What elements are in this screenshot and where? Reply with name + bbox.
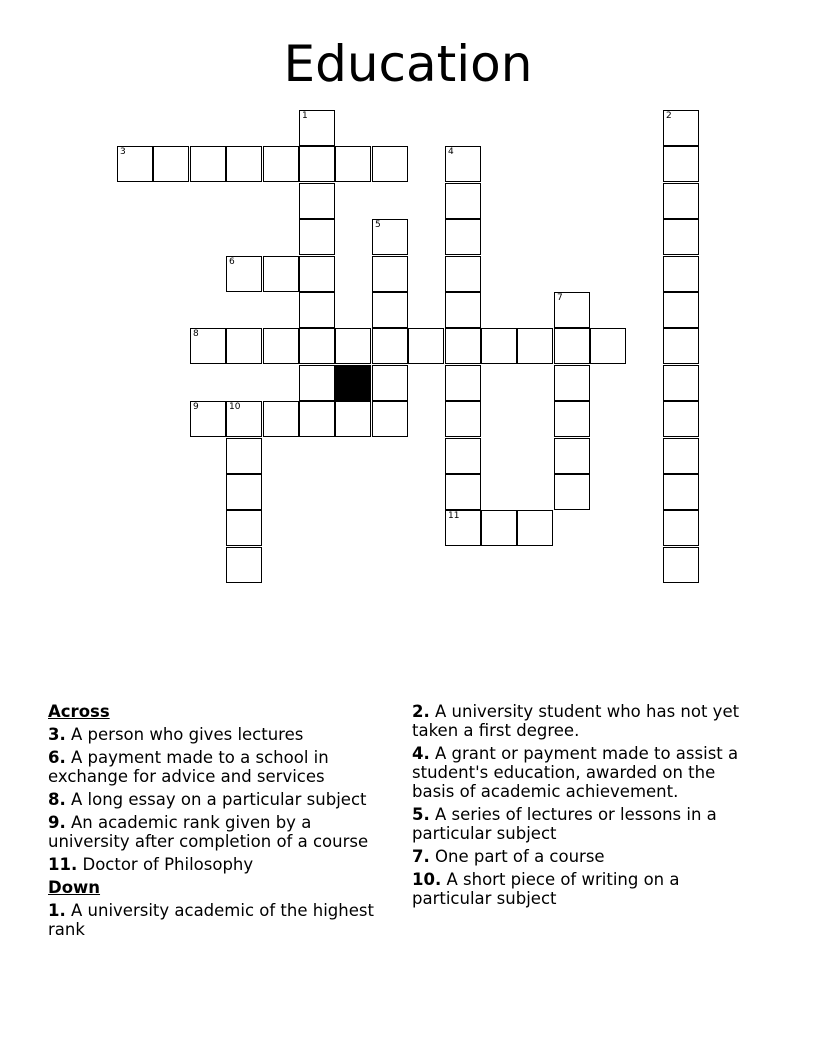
clue-number: 11.: [48, 855, 78, 874]
grid-cell[interactable]: [663, 547, 699, 583]
grid-cell[interactable]: [372, 365, 408, 401]
grid-cell[interactable]: [663, 401, 699, 437]
grid-cell[interactable]: [226, 146, 262, 182]
clue-number: 10.: [412, 870, 442, 889]
grid-cell[interactable]: [299, 365, 335, 401]
grid-cell[interactable]: [372, 292, 408, 328]
clue-number: 8.: [48, 790, 66, 809]
grid-cell[interactable]: [663, 292, 699, 328]
grid-cell[interactable]: [226, 256, 262, 292]
clue-number-label: 8: [193, 329, 199, 339]
grid-cell[interactable]: [408, 328, 444, 364]
grid-cell[interactable]: [335, 328, 371, 364]
grid-cell[interactable]: [226, 401, 262, 437]
clue-text: A grant or payment made to assist a student's education, awarded on the basis of academic achievement.: [412, 744, 739, 801]
grid-cell[interactable]: [481, 510, 517, 546]
clue-text: An academic rank given by a university after completion of a course: [48, 813, 369, 851]
grid-cell[interactable]: [663, 328, 699, 364]
clues-column-left: [48, 702, 398, 943]
grid-cell[interactable]: [299, 328, 335, 364]
grid-cell[interactable]: [554, 328, 590, 364]
clue-text: A short piece of writing on a particular subject: [412, 870, 680, 908]
clues-column-right: [412, 702, 762, 912]
grid-cell[interactable]: [445, 438, 481, 474]
clue-number-label: 5: [375, 220, 381, 230]
grid-cell[interactable]: [663, 365, 699, 401]
clue-across-11: [48, 855, 398, 874]
grid-cell[interactable]: [335, 146, 371, 182]
grid-cell[interactable]: [445, 474, 481, 510]
grid-cell[interactable]: [263, 256, 299, 292]
grid-cell[interactable]: [372, 328, 408, 364]
grid-cell[interactable]: [663, 146, 699, 182]
clue-down-4: [412, 744, 762, 801]
grid-cell[interactable]: [117, 146, 153, 182]
grid-cell[interactable]: [190, 328, 226, 364]
clue-text: A university student who has not yet taken a first degree.: [412, 702, 740, 740]
clue-across-9: [48, 813, 398, 851]
puzzle-title: Education: [283, 35, 533, 93]
clue-number-label: 7: [557, 293, 563, 303]
grid-cell[interactable]: [153, 146, 189, 182]
grid-cell[interactable]: [299, 292, 335, 328]
clue-across-8: [48, 790, 398, 809]
grid-cell[interactable]: [445, 328, 481, 364]
grid-cell[interactable]: [226, 474, 262, 510]
grid-cell[interactable]: [663, 256, 699, 292]
clue-number-label: 2: [666, 111, 672, 121]
grid-cell[interactable]: [263, 328, 299, 364]
grid-cell[interactable]: [445, 219, 481, 255]
grid-cell[interactable]: [663, 110, 699, 146]
grid-cell[interactable]: [554, 474, 590, 510]
clue-number-label: 3: [120, 147, 126, 157]
clue-down-10: [412, 870, 762, 908]
clue-across-6: [48, 748, 398, 786]
grid-cell[interactable]: [517, 510, 553, 546]
grid-cell[interactable]: [663, 438, 699, 474]
grid-cell[interactable]: [226, 328, 262, 364]
grid-cell[interactable]: [554, 292, 590, 328]
clue-down-7: [412, 847, 762, 866]
clue-number-label: 4: [448, 147, 454, 157]
grid-cell[interactable]: [590, 328, 626, 364]
clue-number-label: 1: [302, 111, 308, 121]
grid-cell[interactable]: [554, 401, 590, 437]
clue-number: 3.: [48, 725, 66, 744]
grid-cell[interactable]: [226, 438, 262, 474]
grid-cell[interactable]: [517, 328, 553, 364]
grid-cell[interactable]: [190, 146, 226, 182]
black-cell: [335, 365, 371, 401]
grid-cell[interactable]: [372, 146, 408, 182]
clue-number: 4.: [412, 744, 430, 763]
grid-cell[interactable]: [190, 401, 226, 437]
grid-cell[interactable]: [445, 365, 481, 401]
grid-cell[interactable]: [445, 146, 481, 182]
grid-cell[interactable]: [554, 438, 590, 474]
across-heading: Across: [48, 702, 110, 721]
grid-cell[interactable]: [335, 401, 371, 437]
grid-cell[interactable]: [226, 510, 262, 546]
clue-number-label: 9: [193, 402, 199, 412]
clue-text: A university academic of the highest rank: [48, 901, 374, 939]
down-heading: Down: [48, 878, 101, 897]
grid-cell[interactable]: [299, 146, 335, 182]
grid-cell[interactable]: [299, 256, 335, 292]
grid-cell[interactable]: [445, 256, 481, 292]
grid-cell[interactable]: [445, 510, 481, 546]
grid-cell[interactable]: [263, 146, 299, 182]
grid-cell[interactable]: [372, 401, 408, 437]
clue-number: 7.: [412, 847, 430, 866]
clue-text: A series of lectures or lessons in a particular subject: [412, 805, 717, 843]
clue-number: 2.: [412, 702, 430, 721]
clue-number-label: 10: [229, 402, 241, 412]
clue-number: 6.: [48, 748, 66, 767]
clue-across-3: [48, 725, 398, 744]
grid-cell[interactable]: [554, 365, 590, 401]
clue-number: 1.: [48, 901, 66, 920]
grid-cell[interactable]: [663, 219, 699, 255]
grid-cell[interactable]: [299, 183, 335, 219]
clue-text: A person who gives lectures: [71, 725, 304, 744]
clue-number-label: 11: [448, 511, 460, 521]
clue-down-5: [412, 805, 762, 843]
grid-cell[interactable]: [299, 219, 335, 255]
grid-cell[interactable]: [299, 401, 335, 437]
grid-cell[interactable]: [481, 328, 517, 364]
grid-cell[interactable]: [663, 183, 699, 219]
grid-cell[interactable]: [445, 401, 481, 437]
grid-cell[interactable]: [445, 183, 481, 219]
clue-number: 9.: [48, 813, 66, 832]
clue-down-2: [412, 702, 762, 740]
grid-cell[interactable]: [445, 292, 481, 328]
grid-cell[interactable]: [263, 401, 299, 437]
grid-cell[interactable]: [663, 474, 699, 510]
grid-cell[interactable]: [226, 547, 262, 583]
grid-cell[interactable]: [372, 219, 408, 255]
clue-number-label: 6: [229, 257, 235, 267]
grid-cell[interactable]: [663, 510, 699, 546]
clue-number: 5.: [412, 805, 430, 824]
clue-text: Doctor of Philosophy: [82, 855, 254, 874]
grid-cell[interactable]: [372, 256, 408, 292]
clue-text: One part of a course: [435, 847, 605, 866]
clue-down-1: [48, 901, 398, 939]
grid-cell[interactable]: [299, 110, 335, 146]
clue-text: A long essay on a particular subject: [71, 790, 367, 809]
clue-text: A payment made to a school in exchange for advice and services: [48, 748, 329, 786]
